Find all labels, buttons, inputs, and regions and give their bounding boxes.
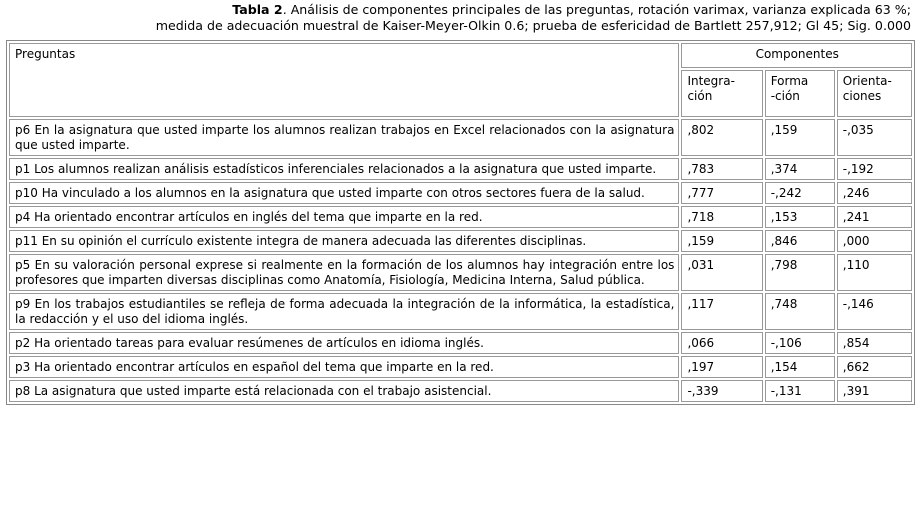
header-questions: Preguntas (9, 43, 679, 117)
question-cell: p10 Ha vinculado a los alumnos en la asignatura que usted imparte con otros sectores fuera de la salud. (9, 182, 679, 204)
value-cell-formacion: ,748 (765, 293, 835, 330)
question-cell: p5 En su valoración personal exprese si realmente en la formación de los alumnos hay integración entre los profesores que imparten diversas disciplinas como Anatomía, Fisiología, Medicina Interna, Salud pública. (9, 254, 679, 291)
table-row (9, 158, 912, 180)
question-cell: p11 En su opinión el currículo existente integra de manera adecuada las diferentes disciplinas. (9, 230, 679, 252)
question-cell: p4 Ha orientado encontrar artículos en inglés del tema que imparte en la red. (9, 206, 679, 228)
header-orientaciones (837, 70, 912, 117)
value-cell-orientaciones: ,662 (837, 356, 912, 378)
value-cell-formacion: -,131 (765, 380, 835, 402)
value-cell-integracion: ,066 (681, 332, 762, 354)
value-cell-formacion: ,846 (765, 230, 835, 252)
table-row (9, 356, 912, 378)
caption-line-1-text: . Análisis de componentes principales de las preguntas, rotación varimax, varianza explicada 63 %; (282, 2, 911, 17)
header-integracion (681, 70, 762, 117)
value-cell-integracion: ,777 (681, 182, 762, 204)
value-cell-orientaciones: ,241 (837, 206, 912, 228)
value-cell-orientaciones: ,110 (837, 254, 912, 291)
table-row (9, 206, 912, 228)
value-cell-orientaciones: ,854 (837, 332, 912, 354)
header-formacion (765, 70, 835, 117)
value-cell-formacion: -,106 (765, 332, 835, 354)
value-cell-formacion: ,153 (765, 206, 835, 228)
caption-line-2: medida de adecuación muestral de Kaiser-Meyer-Olkin 0.6; prueba de esfericidad de Bartlett 257,912; Gl 45; Sig. 0.000 (155, 18, 911, 33)
value-cell-orientaciones: -,035 (837, 119, 912, 156)
header-row (9, 43, 912, 68)
value-cell-integracion: ,159 (681, 230, 762, 252)
table-row (9, 182, 912, 204)
value-cell-orientaciones: ,000 (837, 230, 912, 252)
value-cell-integracion: ,718 (681, 206, 762, 228)
question-cell: p2 Ha orientado tareas para evaluar resúmenes de artículos en idioma inglés. (9, 332, 679, 354)
components-table (6, 40, 915, 405)
table-row (9, 119, 912, 156)
value-cell-formacion: ,154 (765, 356, 835, 378)
header-components: Componentes (681, 43, 912, 68)
value-cell-integracion: ,197 (681, 356, 762, 378)
caption-label: Tabla 2 (232, 2, 283, 17)
header-orientaciones-line1: Orienta- (842, 74, 892, 89)
value-cell-integracion: ,783 (681, 158, 762, 180)
table-row (9, 293, 912, 330)
header-integracion-line1: Integra- (687, 74, 735, 89)
table-row (9, 380, 912, 402)
header-integracion-line2: ción (687, 89, 713, 104)
value-cell-integracion: ,802 (681, 119, 762, 156)
question-cell: p6 En la asignatura que usted imparte los alumnos realizan trabajos en Excel relacionados con la asignatura que usted imparte. (9, 119, 679, 156)
value-cell-orientaciones: ,391 (837, 380, 912, 402)
question-cell: p1 Los alumnos realizan análisis estadísticos inferenciales relacionados a la asignatura que usted imparte. (9, 158, 679, 180)
table-row (9, 230, 912, 252)
table-container (6, 40, 915, 405)
table-row (9, 254, 912, 291)
value-cell-integracion: ,031 (681, 254, 762, 291)
table-row (9, 332, 912, 354)
question-cell: p8 La asignatura que usted imparte está relacionada con el trabajo asistencial. (9, 380, 679, 402)
header-formacion-line1: Forma (770, 74, 809, 89)
value-cell-integracion: ,117 (681, 293, 762, 330)
header-formacion-line2: -ción (770, 89, 800, 104)
header-orientaciones-line2: ciones (842, 89, 882, 104)
table-caption (31, 2, 911, 34)
value-cell-formacion: ,159 (765, 119, 835, 156)
caption-line-1 (31, 2, 911, 18)
value-cell-orientaciones: -,192 (837, 158, 912, 180)
value-cell-formacion: ,798 (765, 254, 835, 291)
question-cell: p3 Ha orientado encontrar artículos en español del tema que imparte en la red. (9, 356, 679, 378)
value-cell-formacion: ,374 (765, 158, 835, 180)
question-cell: p9 En los trabajos estudiantiles se refleja de forma adecuada la integración de la informática, la estadística, la redacción y el uso del idioma inglés. (9, 293, 679, 330)
value-cell-formacion: -,242 (765, 182, 835, 204)
value-cell-integracion: -,339 (681, 380, 762, 402)
value-cell-orientaciones: ,246 (837, 182, 912, 204)
value-cell-orientaciones: -,146 (837, 293, 912, 330)
